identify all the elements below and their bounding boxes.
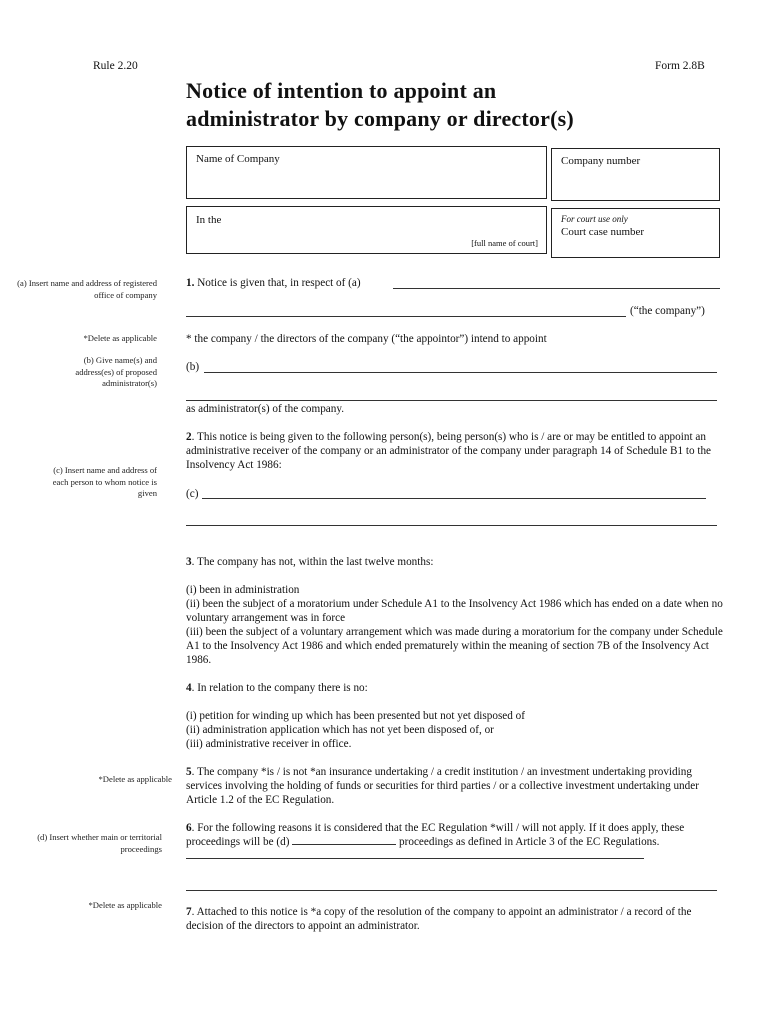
section-5 [186,765,730,807]
section-3-item: (ii) been the subject of a moratorium under Schedule A1 to the Insolvency Act 1986 which has ended on a date when no voluntary arrangement was in force [186,598,723,624]
section-2-number: 2 [186,431,192,443]
page-title [186,77,726,133]
section-4 [186,681,730,695]
reasons-line[interactable] [186,890,717,891]
side-note-c: (c) Insert name and address of each person to whom notice is given [52,465,157,498]
section-6-text-a: . For the following reasons it is considered that the EC Regulation *will / will not apply. If it does apply, these proceedings will be (d) [186,822,685,848]
court-full-name-hint: [full name of court] [471,238,538,248]
section-6-number: 6 [186,822,192,834]
c-label: (c) [186,488,199,500]
section-4-list [186,709,730,751]
administrator-line-1[interactable] [204,372,717,373]
rule-number: Rule 2.20 [93,60,138,72]
side-note-delete-3: *Delete as applicable [88,900,162,910]
section-3-list [186,583,730,667]
section-5-number: 5 [186,766,192,778]
registered-office-line-1[interactable] [393,288,720,289]
court-name-box[interactable] [186,206,547,254]
section-3-item: (iii) been the subject of a voluntary arrangement which was made during a moratorium for the company under Schedule A1 to the Insolvency Act 1986 and which ended prematurely within the meaning of section 7B of the Insolvency Act 1986. [186,626,723,666]
side-note-delete-2: *Delete as applicable [98,774,172,784]
section-3-item: (i) been in administration [186,584,300,596]
form-number: Form 2.8B [655,60,705,72]
section-6-text-b: proceedings as defined in Article 3 of the EC Regulations. [399,836,660,848]
side-note-a: (a) Insert name and address of registered office of company [17,278,157,300]
section-7-number: 7 [186,906,192,918]
recipient-line-1[interactable] [202,498,706,499]
section-4-item: (i) petition for winding up which has been presented but not yet disposed of [186,710,525,722]
section-7-text: . Attached to this notice is *a copy of the resolution of the company to appoint an administrator / a record of the decision of the directors to appoint an administrator. [186,906,692,932]
section-4-item: (ii) administration application which has not yet been disposed of, or [186,724,494,736]
the-company-label: (“the company”) [630,305,705,317]
side-note-delete-1: *Delete as applicable [83,333,157,343]
section-2-text: . This notice is being given to the following person(s), being person(s) who is / are or may be entitled to appoint an administrative receiver of the company or an administrator of the company under paragraph 14 of Schedule B1 to the Insolvency Act 1986: [186,431,712,471]
section-4-text: . In relation to the company there is no: [191,682,368,694]
court-case-number-label: Court case number [561,226,645,238]
section-3-text: . The company has not, within the last twelve months: [191,556,434,568]
appoint-text: * the company / the directors of the company (“the appointor”) intend to appoint [186,333,547,345]
section-3-number: 3 [186,556,192,568]
side-note-b: (b) Give name(s) and address(es) of proposed administrator(s) [75,355,157,388]
court-use-only-label: For court use only [561,214,628,224]
section-2 [186,430,730,472]
side-note-d: (d) Insert whether main or territorial proceedings [37,832,162,854]
as-administrator-text: as administrator(s) of the company. [186,403,345,415]
recipient-line-2[interactable] [186,525,717,526]
administrator-line-2[interactable] [186,400,717,401]
section-4-item: (iii) administrative receiver in office. [186,738,352,750]
section-4-number: 4 [186,682,192,694]
company-name-label: Name of Company [196,153,280,165]
title-line-2: administrator by company or director(s) [186,106,574,131]
registered-office-line-2[interactable] [186,316,626,317]
court-label: In the [196,214,222,226]
section-6 [186,821,730,863]
b-label: (b) [186,361,200,373]
section-6-trailing-line[interactable] [186,849,644,859]
section-1-number: 1. [186,277,195,289]
section-7 [186,905,730,933]
section-1-text: Notice is given that, in respect of (a) [194,277,361,289]
company-number-label: Company number [561,155,641,167]
section-5-text: . The company *is / is not *an insurance undertaking / a credit institution / an investment undertaking providing services involving the holding of funds or securities for third parties / or a collective investment undertaking under Article 1.2 of the EC Regulation. [186,766,699,806]
title-line-1: Notice of intention to appoint an [186,78,497,103]
proceedings-type-blank[interactable] [292,835,396,845]
court-case-number-box[interactable] [551,208,720,258]
company-number-box[interactable] [551,148,720,201]
company-name-box[interactable] [186,146,547,199]
section-3 [186,555,730,569]
